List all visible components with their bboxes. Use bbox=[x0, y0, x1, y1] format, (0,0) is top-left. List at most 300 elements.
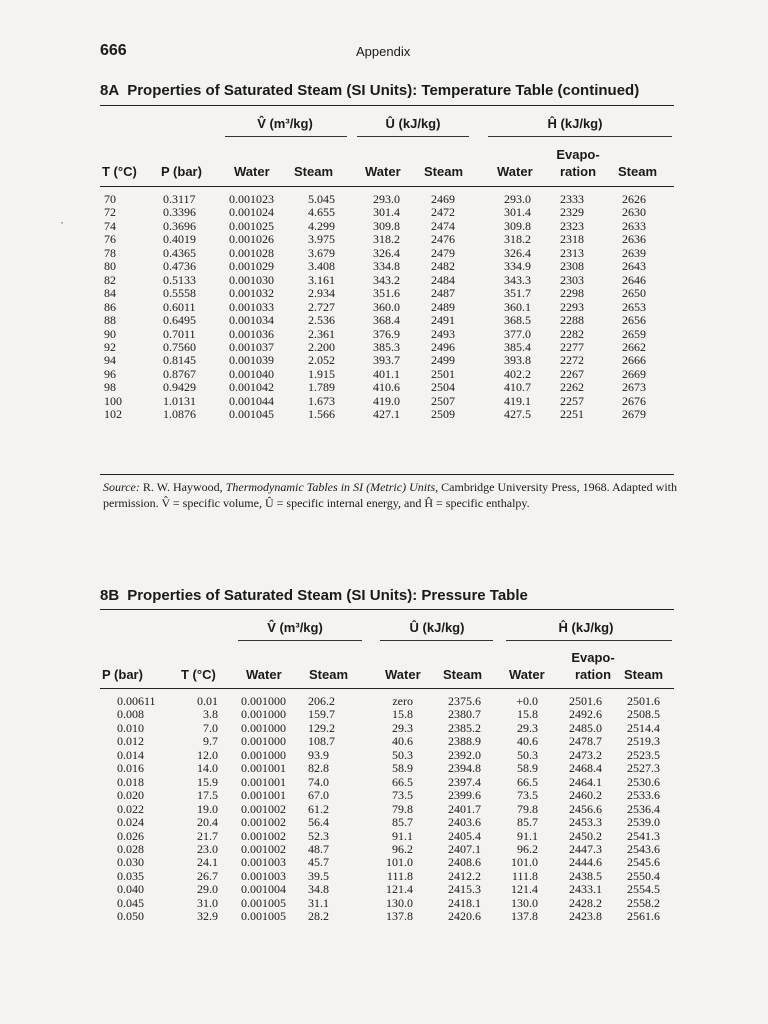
table-cell: 0.001002 bbox=[241, 815, 286, 830]
table-8b-head-u-steam: Steam bbox=[443, 667, 483, 682]
table-cell: 2639 bbox=[622, 245, 646, 260]
table-8b-group-rule-u bbox=[380, 640, 493, 641]
table-cell: 351.7 bbox=[504, 286, 531, 301]
table-cell: 2673 bbox=[622, 380, 646, 395]
table-8b-head-v-steam: Steam bbox=[309, 667, 349, 682]
table-cell: 2469 bbox=[431, 192, 455, 206]
table-cell: 0.010 bbox=[117, 720, 144, 735]
table-cell: 80 bbox=[104, 259, 116, 274]
table-cell: 73.5 bbox=[392, 788, 413, 803]
table-cell: 0.001039 bbox=[229, 353, 274, 368]
table-cell: 393.7 bbox=[373, 353, 400, 368]
table-cell: 1.0131 bbox=[163, 393, 196, 408]
table-cell: 2489 bbox=[431, 299, 455, 314]
table-cell: 0.001001 bbox=[241, 774, 286, 789]
table-cell: 2478.7 bbox=[569, 734, 602, 749]
table-cell: 2392.0 bbox=[448, 747, 481, 762]
table-8a-group-rule-h bbox=[488, 136, 672, 137]
table-8b-group-volume: V̂ (m³/kg) bbox=[267, 620, 323, 635]
table-cell: 50.3 bbox=[392, 747, 413, 762]
table-8a-head-v-water: Water bbox=[234, 164, 270, 179]
table-8a-title-text: Properties of Saturated Steam (SI Units): Temperature Table (continued) bbox=[127, 82, 640, 99]
table-cell: 385.4 bbox=[504, 339, 531, 354]
table-cell: 0.001002 bbox=[241, 841, 286, 856]
table-cell: 0.024 bbox=[117, 815, 144, 830]
table-cell: 0.050 bbox=[117, 909, 144, 924]
table-cell: 2450.2 bbox=[569, 828, 602, 843]
table-cell: 101.0 bbox=[511, 855, 538, 870]
table-8b-head-h-steam: Steam bbox=[624, 667, 664, 682]
table-cell: 0.3696 bbox=[163, 218, 196, 233]
table-cell: 88 bbox=[104, 313, 116, 328]
table-cell: 0.001045 bbox=[229, 407, 274, 422]
table-cell: 351.6 bbox=[373, 286, 400, 301]
table-cell: 2267 bbox=[560, 366, 584, 381]
table-8a-header-rule bbox=[100, 186, 674, 187]
table-8b-col-h-water bbox=[493, 695, 538, 924]
table-cell: 2412.2 bbox=[448, 868, 481, 883]
table-cell: 2519.3 bbox=[627, 734, 660, 749]
table-cell: 2407.1 bbox=[448, 841, 481, 856]
table-cell: 2447.3 bbox=[569, 841, 602, 856]
table-cell: 0.001028 bbox=[229, 245, 274, 260]
table-cell: 2676 bbox=[622, 393, 646, 408]
table-cell: 40.6 bbox=[392, 734, 413, 749]
table-cell: 2418.1 bbox=[448, 895, 481, 910]
table-cell: 0.022 bbox=[117, 801, 144, 816]
table-cell: 301.4 bbox=[373, 205, 400, 220]
table-cell: 29.3 bbox=[392, 720, 413, 735]
table-cell: 137.8 bbox=[386, 909, 413, 924]
table-cell: 0.040 bbox=[117, 882, 144, 897]
table-cell: 121.4 bbox=[386, 882, 413, 897]
table-cell: 2438.5 bbox=[569, 868, 602, 883]
table-cell: 2650 bbox=[622, 286, 646, 301]
table-cell: 2262 bbox=[560, 380, 584, 395]
table-cell: 0.018 bbox=[117, 774, 144, 789]
table-8a-group-rule-u bbox=[357, 136, 469, 137]
table-cell: 368.5 bbox=[504, 313, 531, 328]
table-8a-head-p: P (bar) bbox=[161, 164, 202, 179]
table-cell: 31.1 bbox=[308, 895, 329, 910]
table-cell: 2561.6 bbox=[627, 909, 660, 924]
table-cell: 0.001001 bbox=[241, 788, 286, 803]
table-cell: 0.7560 bbox=[163, 339, 196, 354]
table-cell: 2.727 bbox=[308, 299, 335, 314]
table-cell: 293.0 bbox=[504, 192, 531, 206]
table-cell: 2472 bbox=[431, 205, 455, 220]
table-cell: 17.5 bbox=[197, 788, 218, 803]
table-8a-group-enthalpy: Ĥ (kJ/kg) bbox=[547, 116, 603, 131]
table-cell: 90 bbox=[104, 326, 116, 341]
table-cell: 0.001002 bbox=[241, 828, 286, 843]
table-8b-head-t: T (°C) bbox=[181, 667, 216, 682]
table-cell: 0.5133 bbox=[163, 272, 196, 287]
table-cell: 0.001001 bbox=[241, 761, 286, 776]
table-cell: 94 bbox=[104, 353, 116, 368]
table-cell: 130.0 bbox=[386, 895, 413, 910]
table-cell: 3.8 bbox=[203, 707, 218, 722]
table-cell: 2662 bbox=[622, 339, 646, 354]
table-cell: 334.9 bbox=[504, 259, 531, 274]
table-cell: 14.0 bbox=[197, 761, 218, 776]
table-cell: 0.001025 bbox=[229, 218, 274, 233]
table-cell: 0.026 bbox=[117, 828, 144, 843]
running-header: Appendix bbox=[356, 44, 411, 59]
table-cell: 2.052 bbox=[308, 353, 335, 368]
table-cell: 0.014 bbox=[117, 747, 144, 762]
table-cell: 0.001003 bbox=[241, 868, 286, 883]
table-cell: 0.6495 bbox=[163, 313, 196, 328]
table-cell: 31.0 bbox=[197, 895, 218, 910]
table-cell: 2257 bbox=[560, 393, 584, 408]
table-cell: 2468.4 bbox=[569, 761, 602, 776]
table-8b-col-v-steam bbox=[308, 695, 335, 924]
source-author: R. W. Haywood, bbox=[139, 480, 226, 494]
table-cell: 0.012 bbox=[117, 734, 144, 749]
table-8a-head-v-steam: Steam bbox=[294, 164, 334, 179]
table-cell: 2496 bbox=[431, 339, 455, 354]
table-cell: 427.5 bbox=[504, 407, 531, 422]
table-cell: 2277 bbox=[560, 339, 584, 354]
table-cell: 2428.2 bbox=[569, 895, 602, 910]
table-cell: 111.8 bbox=[511, 868, 538, 883]
table-cell: 4.299 bbox=[308, 218, 335, 233]
table-cell: 121.4 bbox=[511, 882, 538, 897]
table-cell: 29.0 bbox=[197, 882, 218, 897]
table-cell: 2453.3 bbox=[569, 815, 602, 830]
table-cell: 100 bbox=[104, 393, 122, 408]
table-cell: 96 bbox=[104, 366, 116, 381]
table-8a-group-energy: Û (kJ/kg) bbox=[385, 116, 441, 131]
table-cell: 2487 bbox=[431, 286, 455, 301]
table-cell: 0.001000 bbox=[241, 694, 286, 708]
table-cell: 15.9 bbox=[197, 774, 218, 789]
table-cell: 0.001036 bbox=[229, 326, 274, 341]
table-8a-col-h-steam bbox=[622, 193, 646, 422]
table-cell: 96.2 bbox=[392, 841, 413, 856]
table-8b-head-p: P (bar) bbox=[102, 667, 143, 682]
table-8a-col-v-water bbox=[229, 193, 274, 422]
table-8b-group-rule-h bbox=[506, 640, 672, 641]
table-cell: 0.4019 bbox=[163, 232, 196, 247]
table-8a-group-volume: V̂ (m³/kg) bbox=[257, 116, 313, 131]
table-cell: 3.408 bbox=[308, 259, 335, 274]
table-8b-col-p bbox=[117, 695, 156, 924]
table-cell: 101.0 bbox=[386, 855, 413, 870]
table-8a-head-u-steam: Steam bbox=[424, 164, 464, 179]
table-cell: 2653 bbox=[622, 299, 646, 314]
table-cell: 45.7 bbox=[308, 855, 329, 870]
table-cell: 1.566 bbox=[308, 407, 335, 422]
table-cell: 72 bbox=[104, 205, 116, 220]
table-cell: 39.5 bbox=[308, 868, 329, 883]
table-cell: 2298 bbox=[560, 286, 584, 301]
table-cell: 2329 bbox=[560, 205, 584, 220]
table-cell: 293.0 bbox=[373, 192, 400, 206]
table-cell: 85.7 bbox=[392, 815, 413, 830]
table-cell: 137.8 bbox=[511, 909, 538, 924]
table-cell: 427.1 bbox=[373, 407, 400, 422]
table-cell: 2405.4 bbox=[448, 828, 481, 843]
table-cell: 0.001037 bbox=[229, 339, 274, 354]
table-cell: 24.1 bbox=[197, 855, 218, 870]
table-cell: 2482 bbox=[431, 259, 455, 274]
table-cell: 12.0 bbox=[197, 747, 218, 762]
table-cell: 0.001032 bbox=[229, 286, 274, 301]
table-cell: 2501.6 bbox=[627, 694, 660, 708]
table-cell: 93.9 bbox=[308, 747, 329, 762]
table-cell: 419.0 bbox=[373, 393, 400, 408]
table-cell: 79.8 bbox=[392, 801, 413, 816]
table-cell: 326.4 bbox=[373, 245, 400, 260]
table-cell: 2375.6 bbox=[448, 694, 481, 708]
table-cell: 102 bbox=[104, 407, 122, 422]
table-cell: 2536.4 bbox=[627, 801, 660, 816]
table-cell: 0.001005 bbox=[241, 909, 286, 924]
table-8b-group-enthalpy: Ĥ (kJ/kg) bbox=[558, 620, 614, 635]
table-cell: 82.8 bbox=[308, 761, 329, 776]
table-cell: 2491 bbox=[431, 313, 455, 328]
table-cell: 2399.6 bbox=[448, 788, 481, 803]
table-cell: 2633 bbox=[622, 218, 646, 233]
table-cell: 108.7 bbox=[308, 734, 335, 749]
table-cell: 0.020 bbox=[117, 788, 144, 803]
table-cell: 2394.8 bbox=[448, 761, 481, 776]
table-cell: 343.2 bbox=[373, 272, 400, 287]
table-cell: 130.0 bbox=[511, 895, 538, 910]
table-cell: 0.001026 bbox=[229, 232, 274, 247]
table-8b-top-rule bbox=[100, 609, 674, 610]
table-cell: 2485.0 bbox=[569, 720, 602, 735]
table-8a-col-u-water bbox=[373, 193, 400, 422]
table-cell: 360.1 bbox=[504, 299, 531, 314]
table-cell: 2479 bbox=[431, 245, 455, 260]
table-cell: 2527.3 bbox=[627, 761, 660, 776]
table-cell: 2530.6 bbox=[627, 774, 660, 789]
table-cell: 66.5 bbox=[392, 774, 413, 789]
table-cell: 2679 bbox=[622, 407, 646, 422]
table-cell: 0.001030 bbox=[229, 272, 274, 287]
table-cell: 0.030 bbox=[117, 855, 144, 870]
table-cell: 2282 bbox=[560, 326, 584, 341]
table-cell: 2460.2 bbox=[569, 788, 602, 803]
table-cell: 2545.6 bbox=[627, 855, 660, 870]
table-cell: 206.2 bbox=[308, 694, 335, 708]
table-cell: 74 bbox=[104, 218, 116, 233]
table-cell: 96.2 bbox=[517, 841, 538, 856]
table-cell: zero bbox=[392, 694, 413, 708]
table-cell: 67.0 bbox=[308, 788, 329, 803]
table-8a-head-h-steam: Steam bbox=[618, 164, 658, 179]
table-cell: 376.9 bbox=[373, 326, 400, 341]
table-cell: 2473.2 bbox=[569, 747, 602, 762]
table-8a-title bbox=[100, 82, 639, 99]
table-cell: 2626 bbox=[622, 192, 646, 206]
table-cell: 0.001000 bbox=[241, 747, 286, 762]
table-cell: 2501 bbox=[431, 366, 455, 381]
table-cell: 2272 bbox=[560, 353, 584, 368]
table-8a-col-h-evap bbox=[560, 193, 584, 422]
table-cell: 2474 bbox=[431, 218, 455, 233]
table-cell: 111.8 bbox=[386, 868, 413, 883]
table-cell: 0.001000 bbox=[241, 707, 286, 722]
table-cell: 58.9 bbox=[392, 761, 413, 776]
table-cell: 2541.3 bbox=[627, 828, 660, 843]
table-8b-head-u-water: Water bbox=[385, 667, 421, 682]
table-cell: 419.1 bbox=[504, 393, 531, 408]
table-cell: 2.934 bbox=[308, 286, 335, 301]
table-cell: 19.0 bbox=[197, 801, 218, 816]
table-8b-col-h-steam bbox=[627, 695, 660, 924]
table-cell: 2504 bbox=[431, 380, 455, 395]
table-cell: 0.001005 bbox=[241, 895, 286, 910]
table-cell: 0.9429 bbox=[163, 380, 196, 395]
table-8a-source-note bbox=[103, 480, 677, 511]
table-cell: 61.2 bbox=[308, 801, 329, 816]
table-cell: 129.2 bbox=[308, 720, 335, 735]
table-cell: 2308 bbox=[560, 259, 584, 274]
table-cell: 79.8 bbox=[517, 801, 538, 816]
table-cell: 2539.0 bbox=[627, 815, 660, 830]
table-8a-bottom-rule bbox=[100, 474, 674, 475]
table-cell: 0.028 bbox=[117, 841, 144, 856]
table-cell: 5.045 bbox=[308, 192, 335, 206]
table-cell: 2401.7 bbox=[448, 801, 481, 816]
table-8a-head-evap-1: Evapo- bbox=[556, 147, 600, 162]
table-cell: 0.001029 bbox=[229, 259, 274, 274]
table-cell: 0.8145 bbox=[163, 353, 196, 368]
table-cell: 309.8 bbox=[373, 218, 400, 233]
table-cell: 2444.6 bbox=[569, 855, 602, 870]
table-8a-col-u-steam bbox=[431, 193, 455, 422]
table-cell: 2388.9 bbox=[448, 734, 481, 749]
table-cell: 2509 bbox=[431, 407, 455, 422]
table-cell: 3.975 bbox=[308, 232, 335, 247]
table-cell: 0.5558 bbox=[163, 286, 196, 301]
table-cell: 343.3 bbox=[504, 272, 531, 287]
table-cell: 32.9 bbox=[197, 909, 218, 924]
table-cell: 1.789 bbox=[308, 380, 335, 395]
table-cell: 0.001004 bbox=[241, 882, 286, 897]
table-cell: 326.4 bbox=[504, 245, 531, 260]
table-cell: 9.7 bbox=[203, 734, 218, 749]
table-cell: 78 bbox=[104, 245, 116, 260]
table-cell: 0.001033 bbox=[229, 299, 274, 314]
table-8b-head-h-water: Water bbox=[509, 667, 545, 682]
table-cell: 0.001000 bbox=[241, 720, 286, 735]
table-cell: 2666 bbox=[622, 353, 646, 368]
table-cell: 48.7 bbox=[308, 841, 329, 856]
table-cell: 2433.1 bbox=[569, 882, 602, 897]
table-cell: 2554.5 bbox=[627, 882, 660, 897]
page-number: 666 bbox=[100, 42, 127, 59]
table-cell: 0.001044 bbox=[229, 393, 274, 408]
table-cell: 0.001024 bbox=[229, 205, 274, 220]
table-cell: 393.8 bbox=[504, 353, 531, 368]
table-cell: 318.2 bbox=[504, 232, 531, 247]
table-cell: 4.655 bbox=[308, 205, 335, 220]
table-cell: 309.8 bbox=[504, 218, 531, 233]
table-cell: 0.001040 bbox=[229, 366, 274, 381]
table-8b-col-u-steam bbox=[448, 695, 481, 924]
table-8a-col-h-water bbox=[504, 193, 531, 422]
table-cell: 401.1 bbox=[373, 366, 400, 381]
table-cell: 0.001002 bbox=[241, 801, 286, 816]
table-cell: 3.161 bbox=[308, 272, 335, 287]
table-cell: 2.536 bbox=[308, 313, 335, 328]
table-cell: 0.035 bbox=[117, 868, 144, 883]
table-8b-group-rule-v bbox=[238, 640, 362, 641]
table-8a-label: 8A bbox=[100, 82, 120, 99]
table-cell: 2423.8 bbox=[569, 909, 602, 924]
table-cell: 2507 bbox=[431, 393, 455, 408]
source-work: Thermodynamic Tables in SI (Metric) Units, bbox=[225, 480, 439, 494]
table-cell: 2.361 bbox=[308, 326, 335, 341]
table-cell: 2492.6 bbox=[569, 707, 602, 722]
table-cell: 2385.2 bbox=[448, 720, 481, 735]
table-cell: 2408.6 bbox=[448, 855, 481, 870]
table-cell: +0.0 bbox=[516, 694, 538, 708]
table-cell: 0.001003 bbox=[241, 855, 286, 870]
table-cell: 2630 bbox=[622, 205, 646, 220]
table-cell: 2415.3 bbox=[448, 882, 481, 897]
table-cell: 82 bbox=[104, 272, 116, 287]
table-cell: 0.008 bbox=[117, 707, 144, 722]
table-8b-col-v-water bbox=[241, 695, 286, 924]
table-cell: 2659 bbox=[622, 326, 646, 341]
table-cell: 21.7 bbox=[197, 828, 218, 843]
table-cell: 410.6 bbox=[373, 380, 400, 395]
table-cell: 2403.6 bbox=[448, 815, 481, 830]
table-cell: 410.7 bbox=[504, 380, 531, 395]
table-cell: 2484 bbox=[431, 272, 455, 287]
table-cell: 74.0 bbox=[308, 774, 329, 789]
table-cell: 2514.4 bbox=[627, 720, 660, 735]
table-cell: 28.2 bbox=[308, 909, 329, 924]
table-cell: 402.2 bbox=[504, 366, 531, 381]
table-cell: 98 bbox=[104, 380, 116, 395]
table-8b-head-v-water: Water bbox=[246, 667, 282, 682]
table-cell: 0.016 bbox=[117, 761, 144, 776]
table-cell: 2669 bbox=[622, 366, 646, 381]
table-8b-head-evap-2: ration bbox=[574, 667, 612, 682]
table-cell: 334.8 bbox=[373, 259, 400, 274]
table-cell: 0.001042 bbox=[229, 380, 274, 395]
table-8a-group-rule-v bbox=[225, 136, 347, 137]
table-cell: 0.7011 bbox=[163, 326, 196, 341]
table-cell: 29.3 bbox=[517, 720, 538, 735]
table-8a-head-u-water: Water bbox=[365, 164, 401, 179]
table-cell: 1.915 bbox=[308, 366, 335, 381]
table-cell: 360.0 bbox=[373, 299, 400, 314]
table-cell: 91.1 bbox=[517, 828, 538, 843]
table-cell: 2508.5 bbox=[627, 707, 660, 722]
table-cell: 0.3117 bbox=[163, 192, 196, 206]
table-cell: 0.6011 bbox=[163, 299, 196, 314]
margin-dot: · bbox=[60, 215, 64, 229]
table-cell: 0.001023 bbox=[229, 192, 274, 206]
table-cell: 2493 bbox=[431, 326, 455, 341]
table-cell: 40.6 bbox=[517, 734, 538, 749]
table-8b-head-evap-1: Evapo- bbox=[571, 650, 615, 665]
table-cell: 15.8 bbox=[392, 707, 413, 722]
table-cell: 0.045 bbox=[117, 895, 144, 910]
table-cell: 0.8767 bbox=[163, 366, 196, 381]
table-cell: 66.5 bbox=[517, 774, 538, 789]
table-cell: 56.4 bbox=[308, 815, 329, 830]
table-cell: 385.3 bbox=[373, 339, 400, 354]
